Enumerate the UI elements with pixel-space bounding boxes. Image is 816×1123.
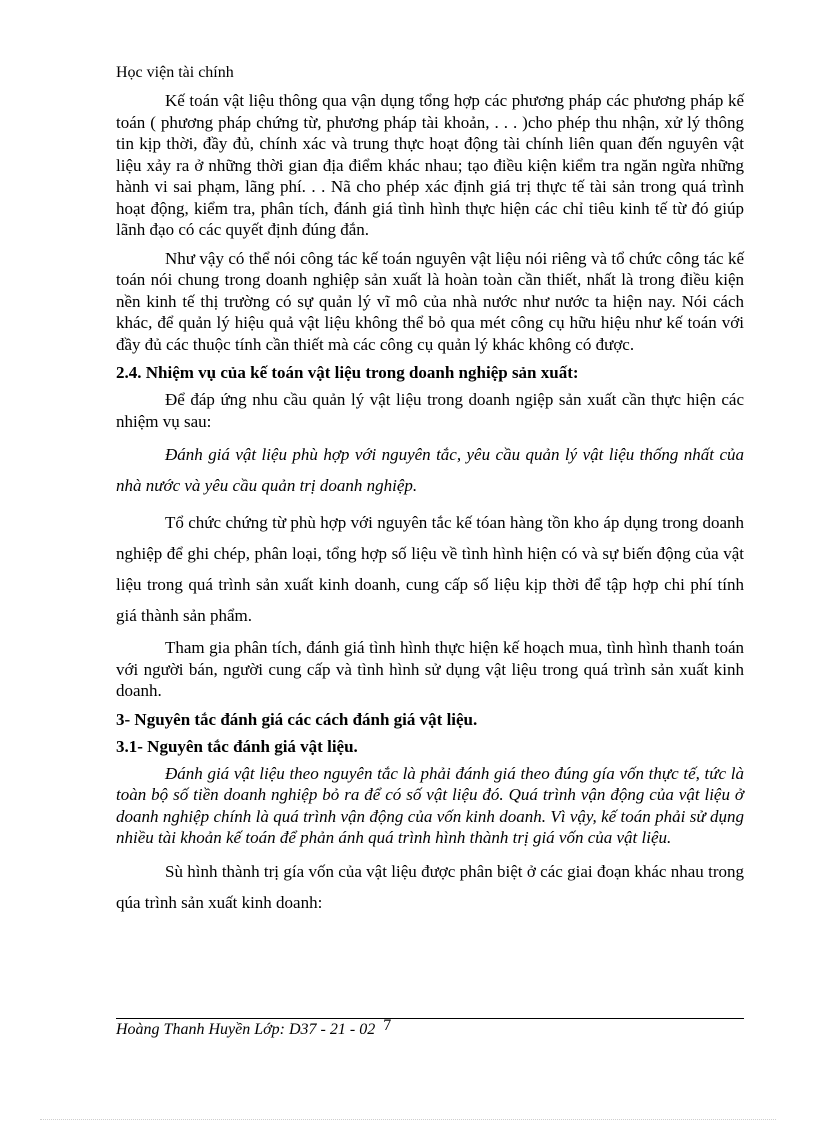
section-heading: 3- Nguyên tắc đánh giá các cách đánh giá vật liệu. bbox=[116, 709, 478, 729]
paragraph: Sù hình thành trị gía vốn của vật liệu được phân biệt ở các giai đoạn khác nhau trong qúa trình sản xuất kinh doanh: bbox=[116, 861, 744, 912]
paragraph: Như vậy có thể nói công tác kế toán nguyên vật liệu nói riêng và tổ chức công tác kế toán nói chung trong doanh nghiệp sản xuất là hoàn toàn cần thiết, nhất là trong điều kiện nền kinh tế thị trường có sự quản lý vĩ mô của nhà nước như nước ta hiện nay. Nói cách khác, để quản lý hiệu quả vật liệu không thể bỏ qua mét công cụ hữu hiệu như kế toán với đầy đủ các thuộc tính cần thiết mà các công cụ quản lý khác không có được. bbox=[116, 248, 744, 354]
footer-author: Hoàng Thanh Huyền Lớp: D37 - 21 - 02 bbox=[116, 1021, 376, 1038]
paragraph: Đánh giá vật liệu theo nguyên tắc là phải đánh giá theo đúng gía vốn thực tế, tức là toàn bộ số tiền doanh nghiệp bỏ ra để có số vật liệu đó. Quá trình vận động của vật liệu ở doanh nghiệp chính là quá trình vận động của vốn kinh doanh. Vì vậy, kế toán phải sử dụng nhiều tài khoản kế toán để phản ánh quá trình hình thành trị giá vốn của vật liệu. bbox=[116, 763, 744, 847]
footer-divider bbox=[116, 1018, 744, 1019]
page-edge-divider bbox=[40, 1119, 776, 1120]
page-number: 7 bbox=[383, 1017, 392, 1034]
paragraph: Tham gia phân tích, đánh giá tình hình thực hiện kế hoạch mua, tình hình thanh toán với người bán, người cung cấp và tình hình sử dụng vật liệu trong quá trình sản xuất kinh doanh. bbox=[116, 638, 744, 700]
paragraph: Để đáp ứng nhu cầu quản lý vật liệu trong doanh ngiệp sản xuất cần thực hiện các nhiệm vụ sau: bbox=[116, 390, 744, 431]
document-body bbox=[116, 90, 744, 924]
paragraph: Kế toán vật liệu thông qua vận dụng tổng hợp các phương pháp các phương pháp kế toán ( phương pháp chứng từ, phương pháp tài khoản, . . . )cho phép thu nhận, xử lý thông tin kịp thời, đầy đủ, chính xác và trung thực hoạt động tài chính liên quan đến nguyên vật liệu xảy ra ở những thời gian địa điểm khác nhau; tạo điều kiện kiểm tra ngăn ngừa những hành vi sai phạm, lãng phí. . . Nã cho phép xác định giá trị thực tế tài sản trong quá trình hoạt động, kiểm tra, phân tích, đánh giá tình hình thực hiện các chỉ tiêu kinh tế từ đó giúp lãnh đạo có các quyết định đúng đắn. bbox=[116, 91, 744, 239]
paragraph: Tổ chức chứng từ phù hợp với nguyên tắc kế tóan hàng tồn kho áp dụng trong doanh nghiệp để ghi chép, phân loại, tổng hợp số liệu về tình hình hiện có và sự biến động của vật liệu trong quá trình sản xuất kinh doanh, cung cấp số liệu kịp thời để tập hợp chi phí tính giá thành sản phẩm. bbox=[116, 513, 744, 625]
page-footer bbox=[116, 1017, 392, 1039]
section-heading: 2.4. Nhiệm vụ của kế toán vật liệu trong doanh nghiệp sản xuất: bbox=[116, 363, 579, 382]
paragraph: Đánh giá vật liệu phù hợp với nguyên tắc, yêu cầu quản lý vật liệu thống nhất của nhà nước và yêu cầu quản trị doanh nghiệp. bbox=[116, 445, 744, 495]
page-header: Học viện tài chính bbox=[116, 64, 234, 81]
subsection-heading: 3.1- Nguyên tắc đánh giá vật liệu. bbox=[116, 736, 358, 756]
